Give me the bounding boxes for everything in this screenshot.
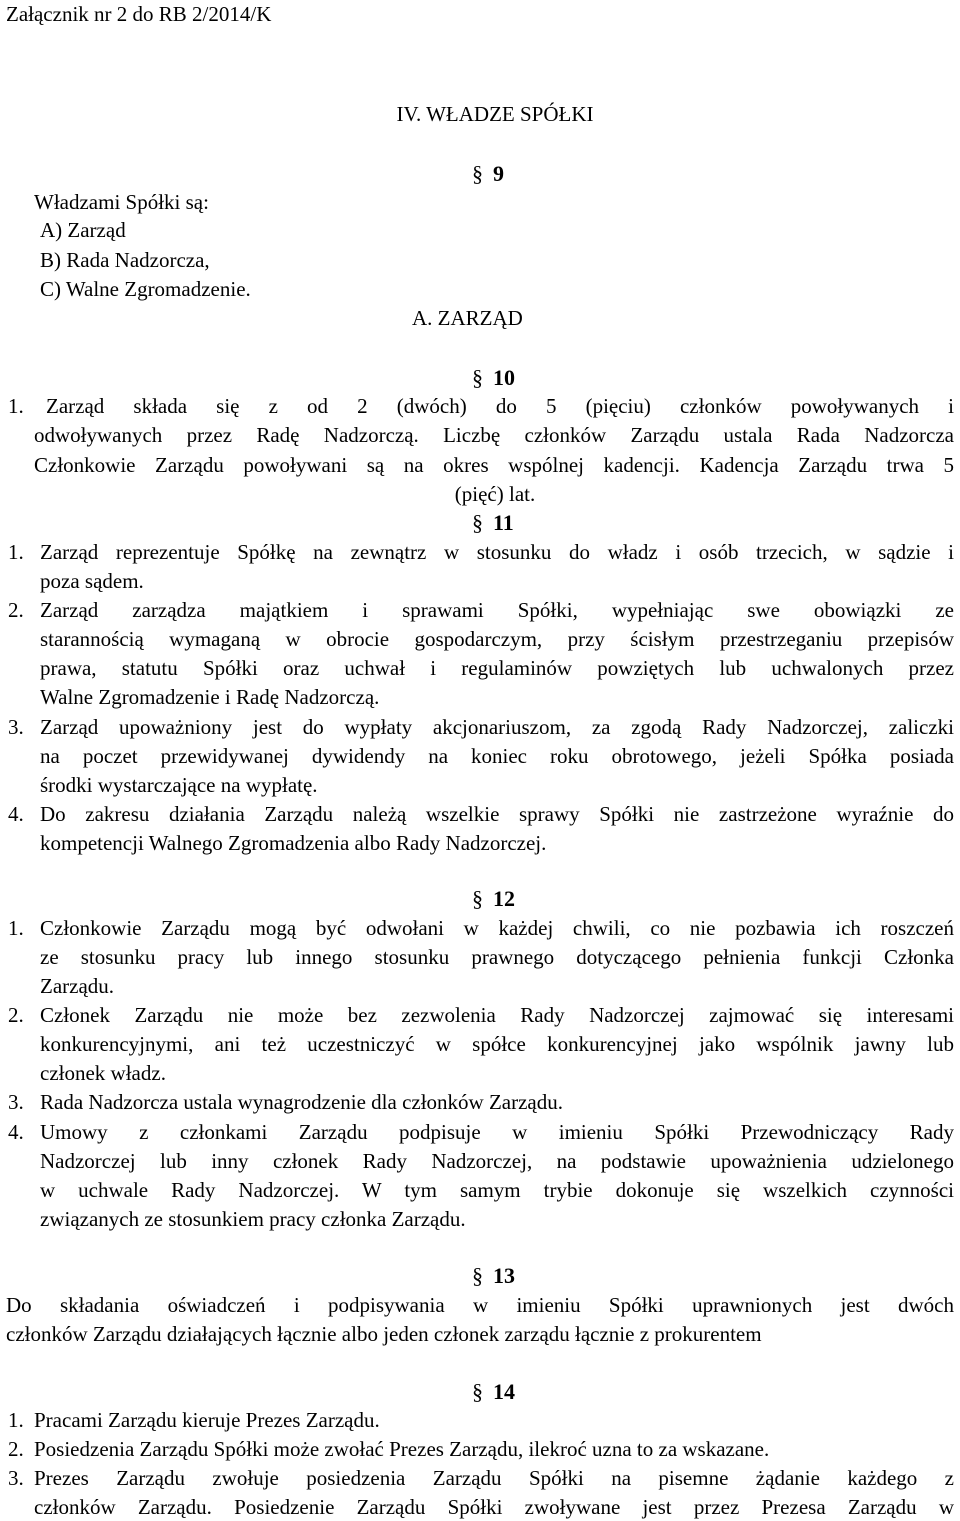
- subchapter-title: A. ZARZĄD: [412, 306, 523, 330]
- paragraph-number: 4.: [8, 1120, 24, 1144]
- paragraph-number: 2.: [8, 598, 24, 622]
- section-12-heading: [472, 885, 515, 913]
- paragraph-line: Członkowie Zarządu powoływani są na okres wspólnej kadencji. Kadencja Zarządu trwa 5: [34, 453, 954, 477]
- section-14-heading: [472, 1378, 515, 1406]
- section-number: 9: [493, 161, 504, 186]
- section-symbol: §: [472, 161, 483, 186]
- paragraph-line: Członek Zarządu nie może bez zezwolenia Rady Nadzorczej zajmować się interesami: [40, 1003, 954, 1027]
- paragraph-line: starannością wymaganą w obrocie gospodarczym, przy ścisłym przestrzeganiu przepisów: [40, 627, 954, 651]
- paragraph-line: (pięć) lat.: [454, 482, 536, 506]
- chapter-title: IV. WŁADZE SPÓŁKI: [396, 102, 594, 126]
- paragraph-line: członek władz.: [40, 1061, 166, 1085]
- paragraph-line: członków Zarządu działających łącznie albo jeden członek zarządu łącznie z prokurentem: [6, 1322, 762, 1346]
- paragraph-number: 3.: [8, 1090, 24, 1114]
- paragraph-number: 1.: [8, 540, 24, 564]
- section-number: 11: [493, 510, 514, 535]
- paragraph-line: poza sądem.: [40, 569, 144, 593]
- paragraph-number: 4.: [8, 802, 24, 826]
- paragraph-line: konkurencyjnymi, ani też uczestniczyć w spółce konkurencyjnej jako wspólnik jawny lub: [40, 1032, 954, 1056]
- paragraph-line: Umowy z członkami Zarządu podpisuje w imieniu Spółki Przewodniczący Rady: [40, 1120, 954, 1144]
- paragraph-line: Nadzorczej lub inny członek Rady Nadzorczej, na podstawie upoważnienia udzielonego: [40, 1149, 954, 1173]
- section-9-heading: [472, 160, 504, 188]
- paragraph-line: związanych ze stosunkiem pracy członka Zarządu.: [40, 1207, 466, 1231]
- paragraph-line: Członkowie Zarządu mogą być odwołani w każdej chwili, co nie pozbawia ich roszczeń: [40, 916, 954, 940]
- paragraph-line: prawa, statutu Spółki oraz uchwał i regulaminów powziętych lub uchwalonych przez: [40, 656, 954, 680]
- paragraph-line: Zarząd składa się z od 2 (dwóch) do 5 (pięciu) członków powoływanych i: [46, 394, 954, 418]
- paragraph-line: Prezes Zarządu zwołuje posiedzenia Zarządu Spółki na pisemne żądanie każdego z: [34, 1466, 954, 1490]
- paragraph-line: Zarząd reprezentuje Spółkę na zewnątrz w stosunku do władz i osób trzecich, w sądzie i: [40, 540, 954, 564]
- paragraph-line: na poczet przewidywanej dywidendy na koniec roku obrotowego, jeżeli Spółka posiada: [40, 744, 954, 768]
- paragraph-line: kompetencji Walnego Zgromadzenia albo Rady Nadzorczej.: [40, 831, 547, 855]
- paragraph-number: 2.: [8, 1437, 24, 1461]
- paragraph-line: środki wystarczające na wypłatę.: [40, 773, 318, 797]
- paragraph-line: Do składania oświadczeń i podpisywania w imieniu Spółki uprawnionych jest dwóch: [6, 1293, 954, 1317]
- paragraph-line: Rada Nadzorcza ustala wynagrodzenie dla członków Zarządu.: [40, 1090, 564, 1114]
- paragraph-line: Pracami Zarządu kieruje Prezes Zarządu.: [34, 1408, 380, 1432]
- paragraph-line: Zarząd zarządza majątkiem i sprawami Spółki, wypełniając swe obowiązki ze: [40, 598, 954, 622]
- section-symbol: §: [472, 1379, 483, 1404]
- authority-item: A) Zarząd: [40, 218, 126, 242]
- paragraph-line: Do zakresu działania Zarządu należą wszelkie sprawy Spółki nie zastrzeżone wyraźnie do: [40, 802, 954, 826]
- section-number: 12: [493, 886, 515, 911]
- section-symbol: §: [472, 1263, 483, 1288]
- paragraph-number: 2.: [8, 1003, 24, 1027]
- paragraph-line: ze stosunku pracy lub innego stosunku prawnego dotyczącego pełnienia funkcji Członka: [40, 945, 954, 969]
- authority-item: C) Walne Zgromadzenie.: [40, 277, 251, 301]
- section-symbol: §: [472, 365, 483, 390]
- paragraph-line: odwoływanych przez Radę Nadzorczą. Liczbę członków Zarządu ustala Rada Nadzorcza: [34, 423, 954, 447]
- section-symbol: §: [472, 510, 483, 535]
- section-number: 10: [493, 365, 515, 390]
- paragraph-number: 1.: [8, 916, 24, 940]
- section-symbol: §: [472, 886, 483, 911]
- authority-item: B) Rada Nadzorcza,: [40, 248, 210, 272]
- paragraph-line: Zarząd upoważniony jest do wypłaty akcjonariuszom, za zgodą Rady Nadzorczej, zaliczki: [40, 715, 954, 739]
- authorities-intro: Władzami Spółki są:: [34, 190, 209, 214]
- paragraph-line: członków Zarządu. Posiedzenie Zarządu Spółki zwoływane jest przez Prezesa Zarządu w: [34, 1495, 954, 1519]
- paragraph-line: Posiedzenia Zarządu Spółki może zwołać Prezes Zarządu, ilekroć uzna to za wskazane.: [34, 1437, 770, 1461]
- section-13-heading: [472, 1262, 515, 1290]
- section-number: 13: [493, 1263, 515, 1288]
- paragraph-number: 3.: [8, 715, 24, 739]
- paragraph-number: 1.: [8, 394, 24, 418]
- paragraph-line: w uchwale Rady Nadzorczej. W tym samym trybie dokonuje się wszelkich czynności: [40, 1178, 954, 1202]
- paragraph-number: 3.: [8, 1466, 24, 1490]
- paragraph-number: 1.: [8, 1408, 24, 1432]
- paragraph-line: Zarządu.: [40, 974, 115, 998]
- section-number: 14: [493, 1379, 515, 1404]
- section-10-heading: [472, 364, 515, 392]
- attachment-header: Załącznik nr 2 do RB 2/2014/K: [6, 2, 272, 26]
- paragraph-line: Walne Zgromadzenie i Radę Nadzorczą.: [40, 685, 380, 709]
- section-11-heading: [472, 509, 514, 537]
